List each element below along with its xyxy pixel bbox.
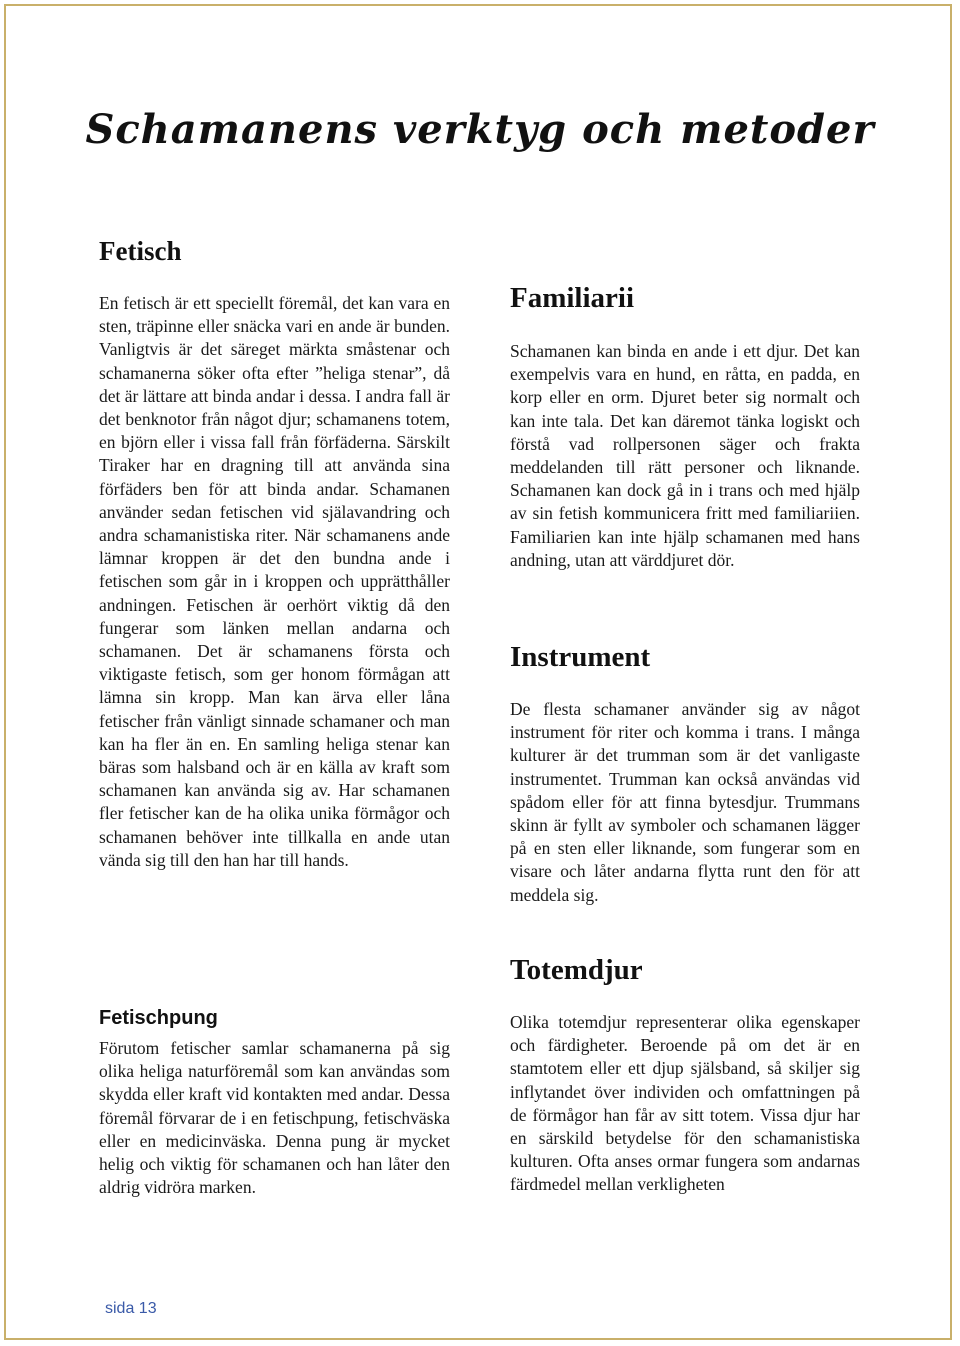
paragraph-fetisch: En fetisch är ett speciellt föremål, det kan vara en sten, träpinne eller snäcka vari en ande är bunden. Vanligtvis är det säreget märkta småstenar och schamanerna söker ofta efter ”heliga stenar”, då det är lättare att binda andar i dessa. I andra fall är det benknotor från något djur; schamanens totem, en björn eller i vissa fall från förfäderna. Särskilt Tiraker har en dragning till att använda sina förfäders ben för att binda andar. Schamanen använder sedan fetischen vid själavandring och andra schamanistiska riter. När schamanens ande lämnar kroppen är det den bundna ande i fetischen som går in i kroppen och upprätthåller andningen. Fetischen är oerhört viktig då den fungerar som länken mellan andarna och schamanen. Det är schamanens första och viktigaste fetisch, som ger honom förmågan att lämna sin kropp. Man kan ärva eller låna fetischer från vänligt sinnade schamaner och man kan ha fler än en. En samling heliga stenar kan bäras som halsband och är en källa av kraft som schamanen kan använda sig av. Har schamanen fler fetischer kan de ha olika unika förmågor och schamanen behöver inte tillkalla en ande utan vända sig till den han har till hands. <box>99 293 450 870</box>
heading-fetischpung: Fetischpung <box>99 1007 218 1029</box>
paragraph-instrument: De flesta schamaner använder sig av något instrument för riter och komma i trans. I många kulturer är det trumman som är det vanligaste instrumentet. Trumman kan också användas vid spådom eller för att finna bytesdjur. Trummans skinn är fyllt av symboler och schamanen lägger på en sten eller liknande, som fungerar som en visare och låter andarna flytta runt den för att meddela sig. <box>510 699 860 905</box>
paragraph-familiarii: Schamanen kan binda en ande i ett djur. Det kan exempelvis vara en hund, en råtta, en padda, en korp eller en orm. Djuret beter sig normalt och kan inte tala. Det kan däremot tänka logiskt och förstå vad rollpersonen säger och frakta meddelanden till rätt personer och liknande. Schamanen kan dock gå in i trans och med hjälp av sin fetish kommunicera fritt med familiariien. Familiarien kan inte hjälp schamanen med hans andning, utan att värddjuret dör. <box>510 341 860 570</box>
heading-instrument: Instrument <box>510 641 651 673</box>
paragraph-totemdjur: Olika totemdjur representerar olika egenskaper och färdigheter. Beroende på om det är en stamtotem eller ett djup själsband, så skiljer sig inflytandet över individen och omfattningen på de förmågor han får av sitt totem. Vissa djur har en särskild betydelse för den schamanistiska kulturen. Ofta anses ormar fungera som andarnas färdmedel mellan verkligheten <box>510 1012 860 1195</box>
page-number: sida 13 <box>105 1300 157 1317</box>
heading-fetisch: Fetisch <box>99 236 182 266</box>
heading-familiarii: Familiarii <box>510 282 635 314</box>
page-title: Schamanens verktyg och metoder <box>85 106 875 153</box>
paragraph-fetischpung: Förutom fetischer samlar schamanerna på sig olika heliga naturföremål som kan användas som skydda eller kraft vid kontakten med andar. Dessa föremål förvarar de i en fetischpung, fetischväska eller en medicinväska. Denna pung är mycket helig och viktig för schamanen och han låter den aldrig vidröra marken. <box>99 1038 450 1198</box>
heading-totemdjur: Totemdjur <box>510 954 643 986</box>
